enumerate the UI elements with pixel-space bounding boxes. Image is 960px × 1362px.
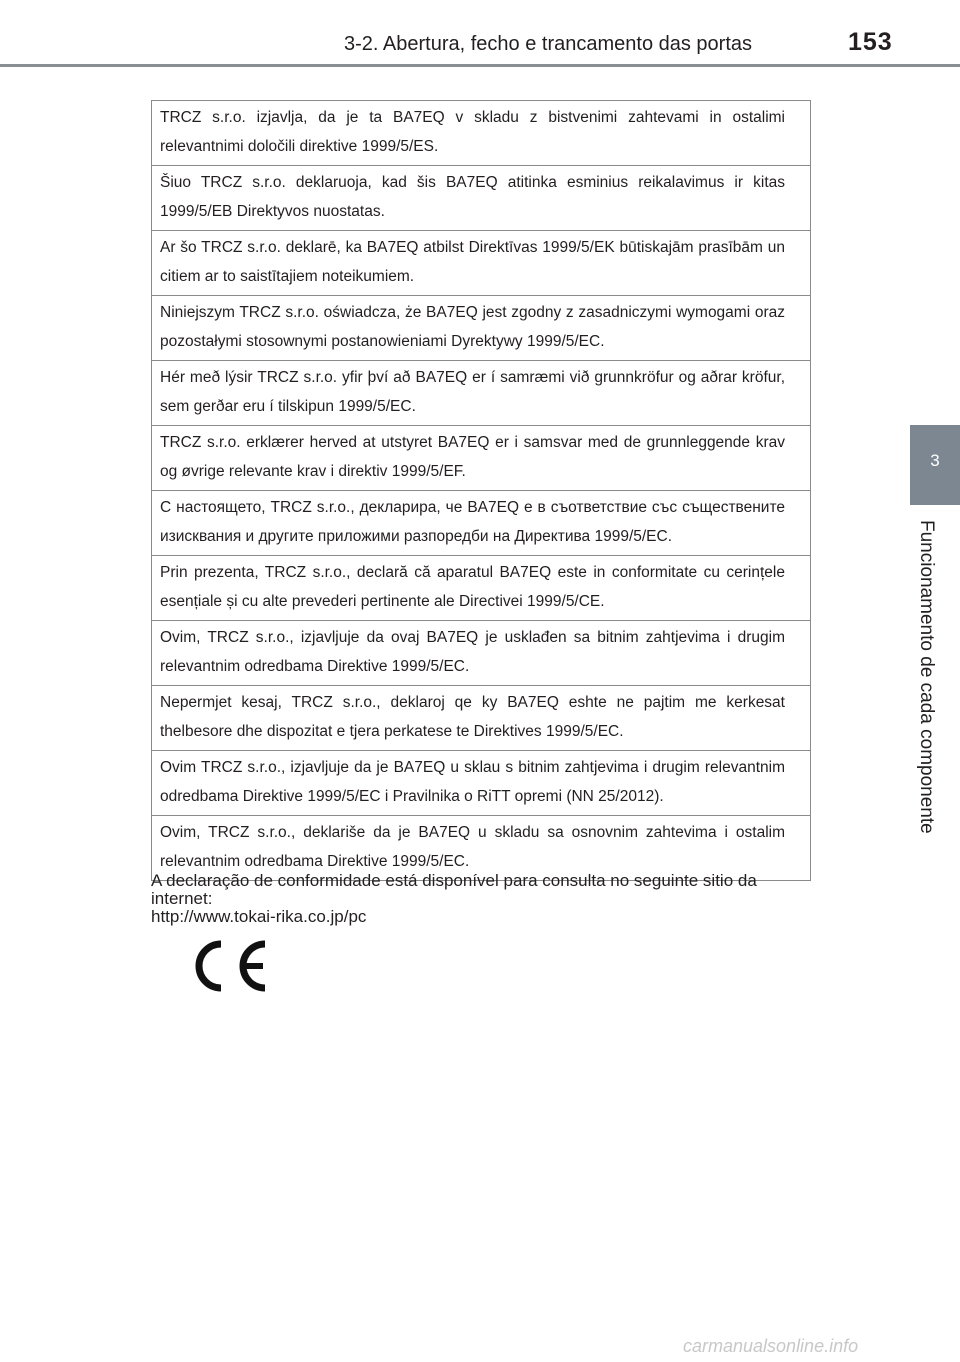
table-row <box>152 621 811 686</box>
declaration-serbian: Ovim, TRCZ s.r.o., deklariše da je BA7EQ u skladu sa osnovnim zahtevima i ostalim relevantnim odredbama Direktive 1999/5/EC. <box>152 816 811 881</box>
table-row <box>152 556 811 621</box>
declaration-croatian: Ovim TRCZ s.r.o., izjavljuje da je BA7EQ u sklau s bitnim zahtjevima i drugim relevantnim odredbama Direktive 1999/5/EC i Pravilnika o RiTT opremi (NN 25/2012). <box>152 751 811 816</box>
header-divider <box>0 64 960 67</box>
table-row <box>152 101 811 166</box>
page-number: 153 <box>848 28 893 56</box>
declaration-icelandic: Hér með lýsir TRCZ s.r.o. yfir því að BA7EQ er í samræmi við grunnkröfur og aðrar kröfur, sem gerðar eru í tilskipun 1999/5/EC. <box>152 361 811 426</box>
declaration-latvian: Ar šo TRCZ s.r.o. deklarē, ka BA7EQ atbilst Direktīvas 1999/5/EK būtiskajām prasībām un citiem ar to saistītajiem noteikumiem. <box>152 231 811 296</box>
chapter-title: Funcionamento de cada componente <box>916 520 937 834</box>
footer-watermark: carmanualsonline.info <box>683 1336 859 1356</box>
declaration-lithuanian: Šiuo TRCZ s.r.o. deklaruoja, kad šis BA7EQ atitinka esminius reikalavimus ir kitas 1999/5/EB Direktyvos nuostatas. <box>152 166 811 231</box>
table-row <box>152 751 811 816</box>
declaration-albanian: Nepermjet kesaj, TRCZ s.r.o., deklaroj qe ky BA7EQ eshte ne pajtim me kerkesat thelbesore dhe dispozitat e tjera perkatese te Direktives 1999/5/EC. <box>152 686 811 751</box>
table-row <box>152 231 811 296</box>
table-row <box>152 296 811 361</box>
declaration-polish: Niniejszym TRCZ s.r.o. oświadcza, że BA7EQ jest zgodny z zasadniczymi wymogami oraz pozostałymi stosownymi postanowieniami Dyrektywy 1999/5/EC. <box>152 296 811 361</box>
table-row <box>152 491 811 556</box>
table-row <box>152 166 811 231</box>
conformity-url[interactable]: http://www.tokai-rika.co.jp/pc <box>151 907 367 926</box>
availability-text-line1: A declaração de conformidade está disponível para consulta no seguinte sitio da <box>151 871 757 890</box>
declaration-bosnian: Ovim, TRCZ s.r.o., izjavljuje da ovaj BA7EQ je usklađen sa bitnim zahtjevima i drugim relevantnim odredbama Direktive 1999/5/EC. <box>152 621 811 686</box>
declarations-table <box>151 100 811 881</box>
section-title: 3-2. Abertura, fecho e trancamento das portas <box>344 33 753 55</box>
availability-text-line2: internet: <box>151 889 213 908</box>
declaration-bulgarian: С настоящето, TRCZ s.r.o., декларира, че BA7EQ е в съответствие със съществените изисквания и другите приложими разпоредби на Директива 1999/5/EC. <box>152 491 811 556</box>
table-row <box>152 686 811 751</box>
declaration-norwegian: TRCZ s.r.o. erklærer herved at utstyret BA7EQ er i samsvar med de grunnleggende krav og øvrige relevante krav i direktiv 1999/5/EF. <box>152 426 811 491</box>
declaration-slovenian: TRCZ s.r.o. izjavlja, da je ta BA7EQ v skladu z bistvenimi zahtevami in ostalimi relevantnimi določili direktive 1999/5/ES. <box>152 101 811 166</box>
table-row <box>152 426 811 491</box>
chapter-tab <box>910 425 960 505</box>
table-row <box>152 361 811 426</box>
ce-mark-icon <box>185 938 269 994</box>
availability-note <box>151 872 811 926</box>
declaration-romanian: Prin prezenta, TRCZ s.r.o., declară că aparatul BA7EQ este in conformitate cu cerințele esențiale și cu alte prevederi pertinente ale Directivei 1999/5/CE. <box>152 556 811 621</box>
page-header <box>0 0 960 66</box>
chapter-number: 3 <box>930 451 940 470</box>
